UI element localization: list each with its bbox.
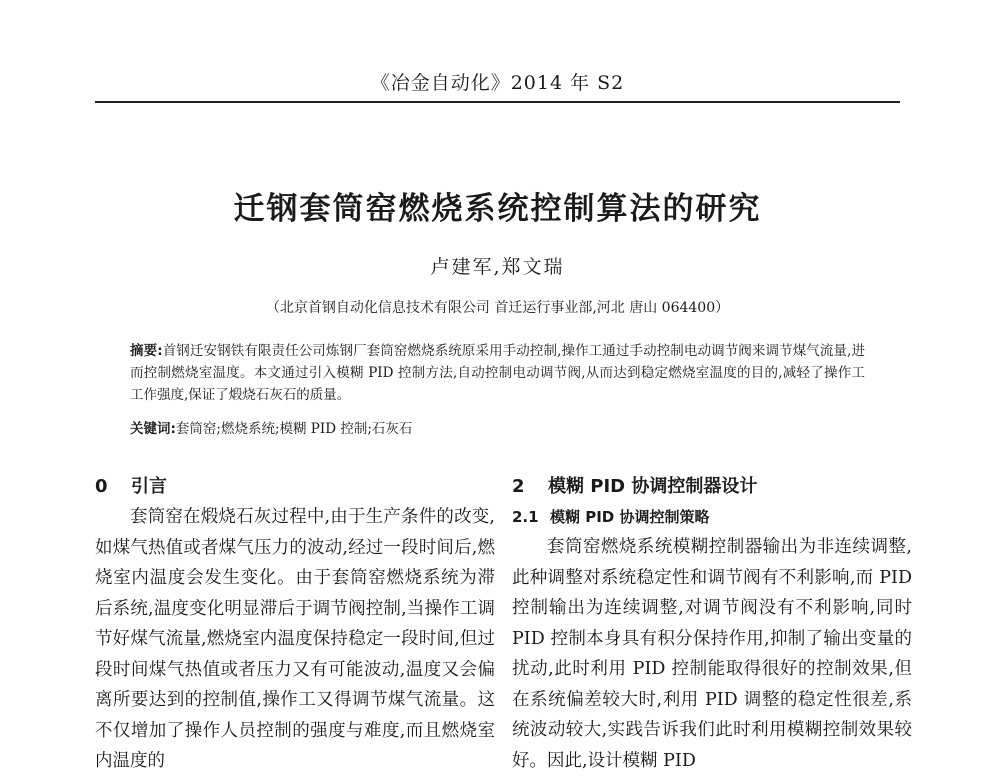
subsection-number: 2.1 [512,508,539,526]
section-title: 引言 [131,476,167,497]
header-rule [95,101,900,103]
strategy-paragraph: 套筒窑燃烧系统模糊控制器输出为非连续调整,此种调整对系统稳定性和调节阀有不利影响,而 PID 控制输出为连续调整,对调节阀没有不利影响,同时 PID 控制本身具有积分保持作用,抑制了输出变量的扰动,此时利用 PID 控制能取得很好的控制效果,但在系统偏差较大时,利用 PID 调整的稳定性很差,系统波动较大,实践告诉我们此时利用模糊控制效果较好。因此,设计模糊 PID [512,537,912,771]
subsection-heading [512,502,912,532]
abstract-text: 首钢迁安钢铁有限责任公司炼钢厂套筒窑燃烧系统原采用手动控制,操作工通过手动控制电动调节阀来调节煤气流量,进而控制燃烧室温度。本文通过引入模糊 PID 控制方法,自动控制电动调节阀,从而达到稳定燃烧室温度的目的,减轻了操作工工作强度,保证了煅烧石灰石的质量。 [130,343,865,403]
affiliation: （北京首钢自动化信息技术有限公司 首迁运行事业部,河北 唐山 064400） [265,300,730,316]
subsection-title: 模糊 PID 协调控制策略 [550,508,710,526]
keywords-label: 关键词: [130,421,176,437]
section-heading-controller-design [512,472,912,502]
left-column [95,472,495,777]
section-title: 模糊 PID 协调控制器设计 [548,476,758,497]
right-column [512,472,912,776]
intro-paragraph: 套筒窑在煅烧石灰过程中,由于生产条件的改变,如煤气热值或者煤气压力的波动,经过一段时间后,燃烧室内温度会发生变化。由于套筒窑燃烧系统为滞后系统,温度变化明显滞后于调节阀控制,当操作工调节好煤气流量,燃烧室内温度保持稳定一段时间,但过段时间煤气热值或者压力又有可能波动,温度又会偏离所要达到的控制值,操作工又得调节煤气流量。这不仅增加了操作人员控制的强度与难度,而且燃烧室内温度的 [95,507,495,771]
abstract [130,340,865,406]
paper-title: 迁钢套筒窑燃烧系统控制算法的研究 [233,191,762,227]
abstract-label: 摘要: [130,343,163,359]
section-heading-introduction [95,472,495,502]
section-number: 2 [512,476,525,497]
section-number: 0 [95,476,108,497]
journal-header: 《冶金自动化》2014 年 S2 [370,72,625,94]
keywords-text: 套筒窑;燃烧系统;模糊 PID 控制;石灰石 [175,421,413,437]
keywords [130,418,865,440]
authors: 卢建军,郑文瑞 [430,256,565,278]
